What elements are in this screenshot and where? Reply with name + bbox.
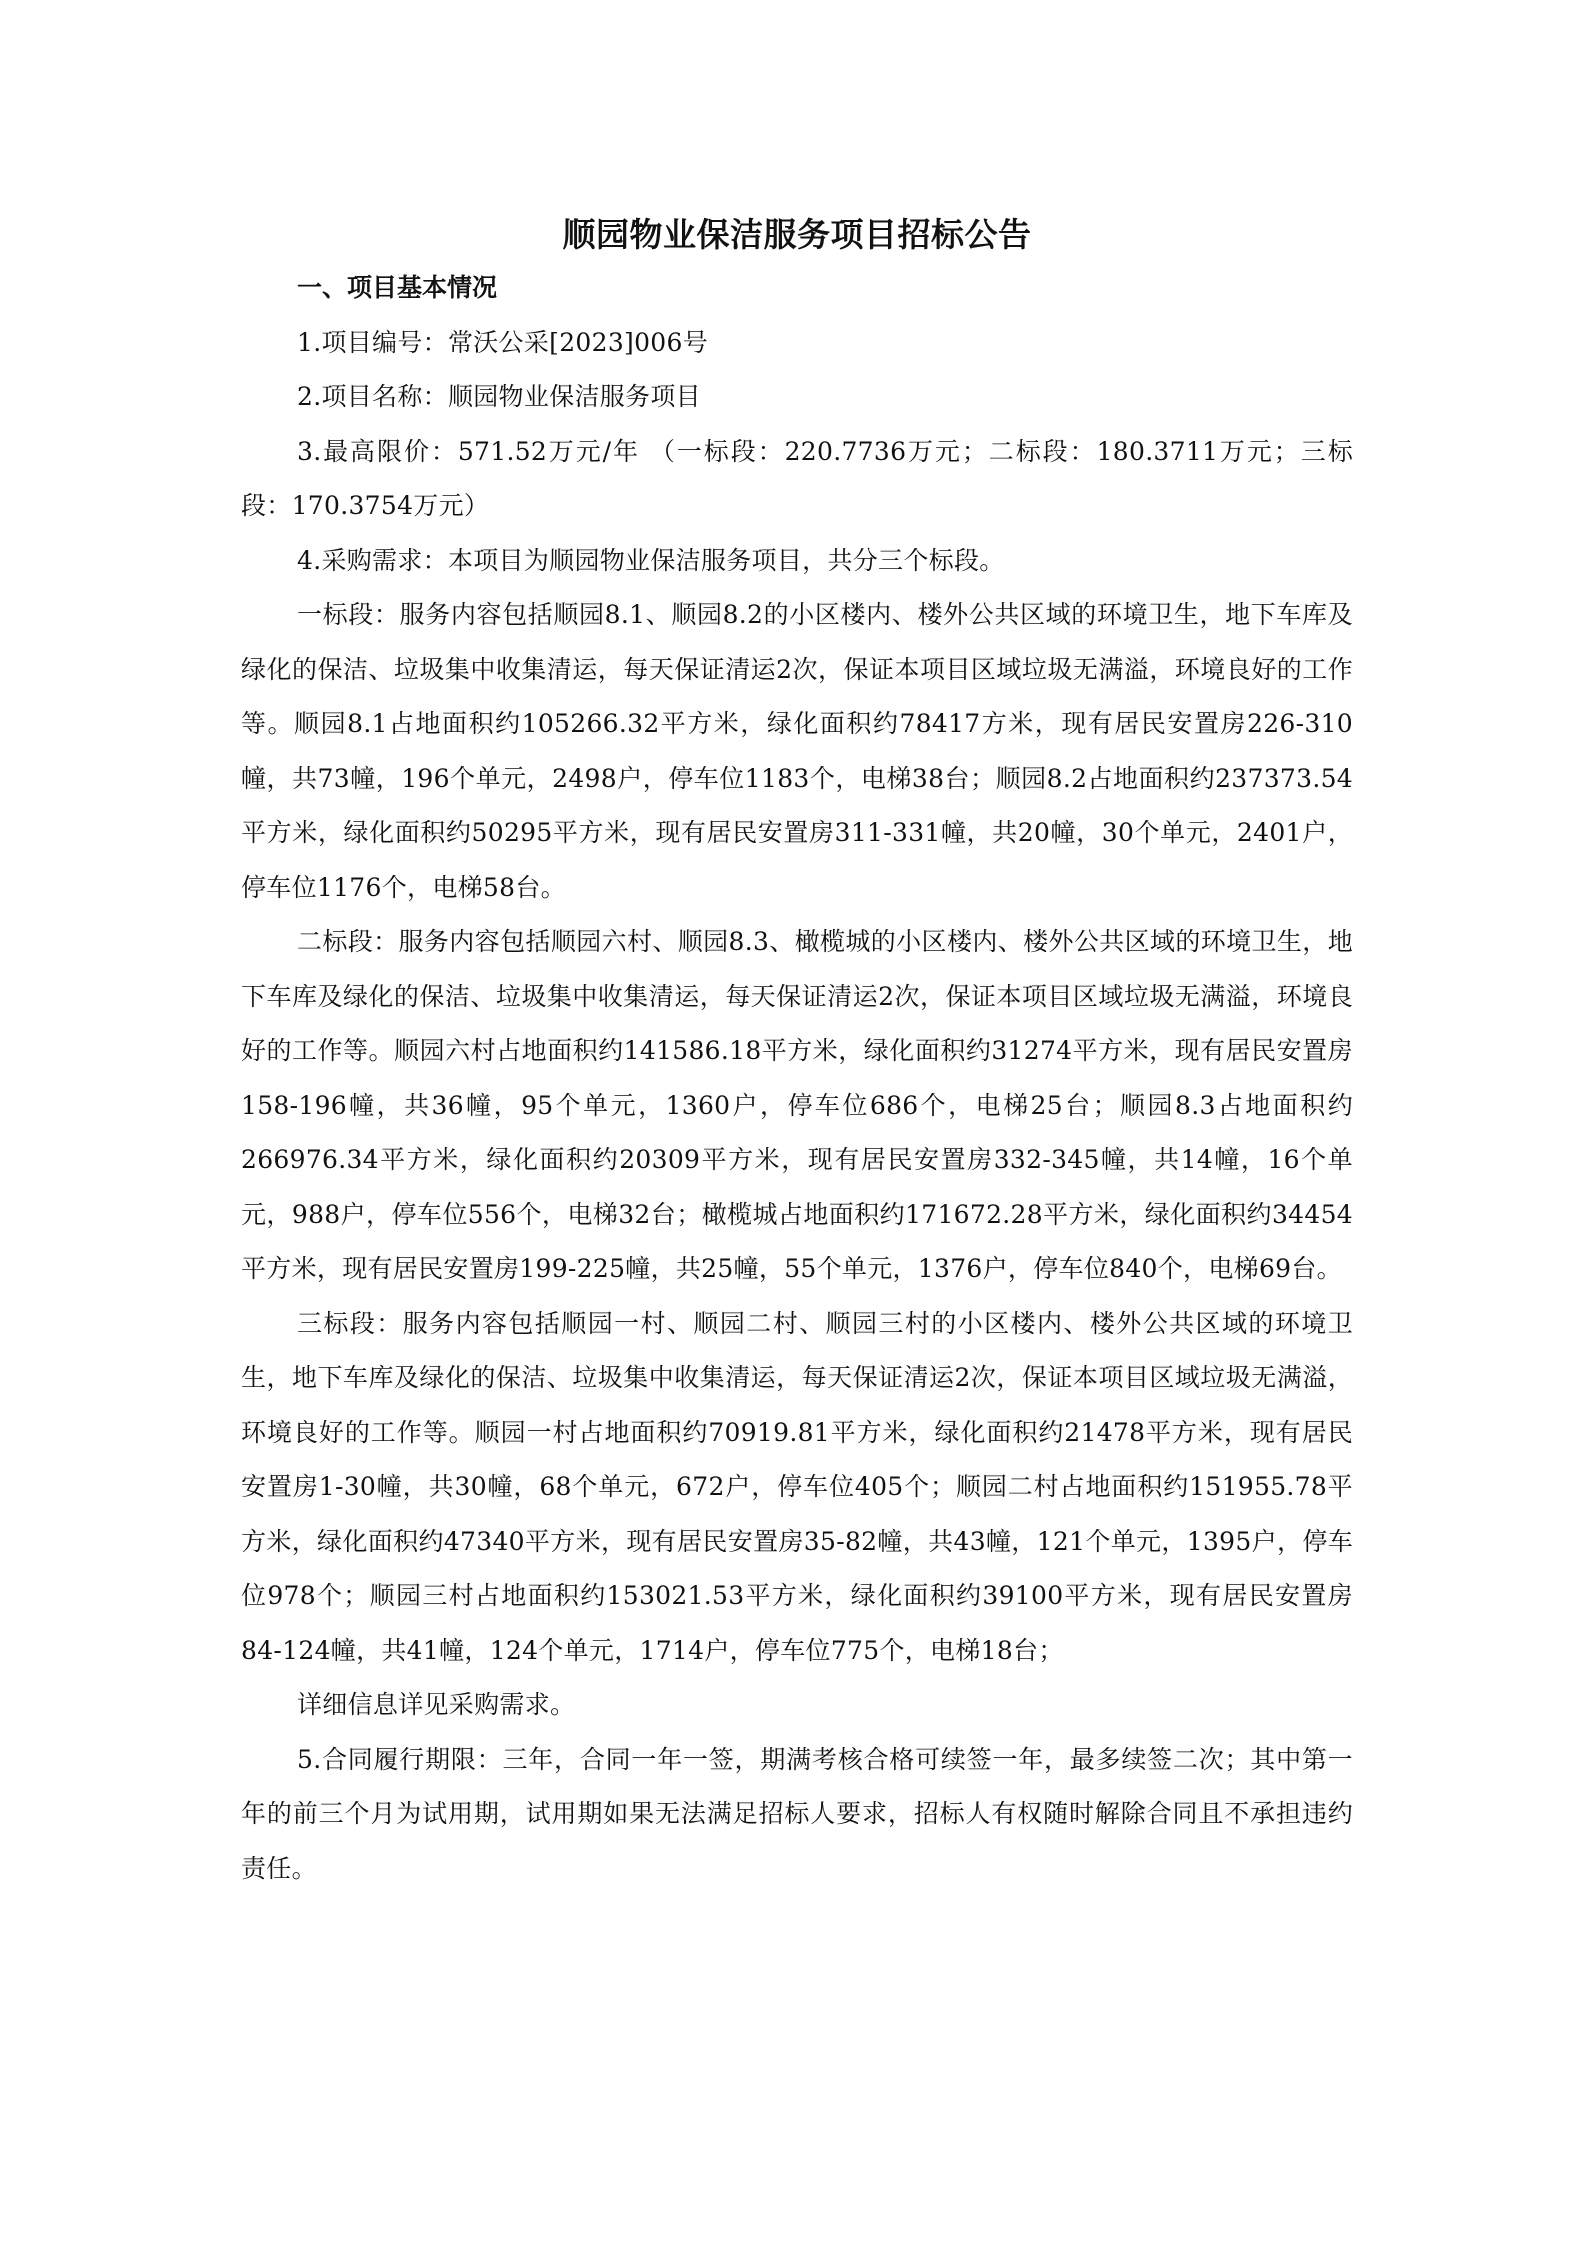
- paragraph-lot-3: 三标段：服务内容包括顺园一村、顺园二村、顺园三村的小区楼内、楼外公共区域的环境卫生，地下车库及绿化的保洁、垃圾集中收集清运，每天保证清运2次，保证本项目区域垃圾无满溢，环境良好的工作等。顺园一村占地面积约70919.81平方米，绿化面积约21478平方米，现有居民安置房1-30幢，共30幢，68个单元，672户，停车位405个；顺园二村占地面积约151955.78平方米，绿化面积约47340平方米，现有居民安置房35-82幢，共43幢，121个单元，1395户，停车位978个；顺园三村占地面积约153021.53平方米，绿化面积约39100平方米，现有居民安置房84-124幢，共41幢，124个单元，1714户，停车位775个，电梯18台；: [241, 1308, 1353, 1665]
- paragraph-procurement-needs: 4.采购需求：本项目为顺园物业保洁服务项目，共分三个标段。: [297, 545, 1005, 575]
- paragraph-contract-period: 5.合同履行期限：三年，合同一年一签，期满考核合格可续签一年，最多续签二次；其中第一年的前三个月为试用期，试用期如果无法满足招标人要求，招标人有权随时解除合同且不承担违约责任。: [241, 1744, 1353, 1883]
- paragraph-max-price: 3.最高限价：571.52万元/年 （一标段：220.7736万元；二标段：180.3711万元；三标段：170.3754万元）: [241, 436, 1353, 520]
- paragraph-project-number: 1.项目编号：常沃公采[2023]006号: [297, 327, 709, 357]
- paragraph-lot-2: 二标段：服务内容包括顺园六村、顺园8.3、橄榄城的小区楼内、楼外公共区域的环境卫生，地下车库及绿化的保洁、垃圾集中收集清运，每天保证清运2次，保证本项目区域垃圾无满溢，环境良好的工作等。顺园六村占地面积约141586.18平方米，绿化面积约31274平方米，现有居民安置房158-196幢，共36幢，95个单元，1360户，停车位686个，电梯25台；顺园8.3占地面积约266976.34平方米，绿化面积约20309平方米，现有居民安置房332-345幢，共14幢，16个单元，988户，停车位556个，电梯32台；橄榄城占地面积约171672.28平方米，绿化面积约34454平方米，现有居民安置房199-225幢，共25幢，55个单元，1376户，停车位840个，电梯69台。: [241, 927, 1353, 1283]
- paragraph-lot-1: 一标段：服务内容包括顺园8.1、顺园8.2的小区楼内、楼外公共区域的环境卫生，地下车库及绿化的保洁、垃圾集中收集清运，每天保证清运2次，保证本项目区域垃圾无满溢，环境良好的工作等。顺园8.1占地面积约105266.32平方米，绿化面积约78417方米，现有居民安置房226-310幢，共73幢，196个单元，2498户，停车位1183个，电梯38台；顺园8.2占地面积约237373.54平方米，绿化面积约50295平方米，现有居民安置房311-331幢，共20幢，30个单元，2401户，停车位1176个，电梯58台。: [241, 600, 1353, 902]
- section-heading: 一、项目基本情况: [297, 273, 498, 302]
- paragraph-details-note: 详细信息详见采购需求。: [297, 1690, 576, 1719]
- document-title: 顺园物业保洁服务项目招标公告: [562, 215, 1032, 254]
- paragraph-project-name: 2.项目名称：顺园物业保洁服务项目: [297, 382, 701, 411]
- document-body: [241, 205, 1353, 1896]
